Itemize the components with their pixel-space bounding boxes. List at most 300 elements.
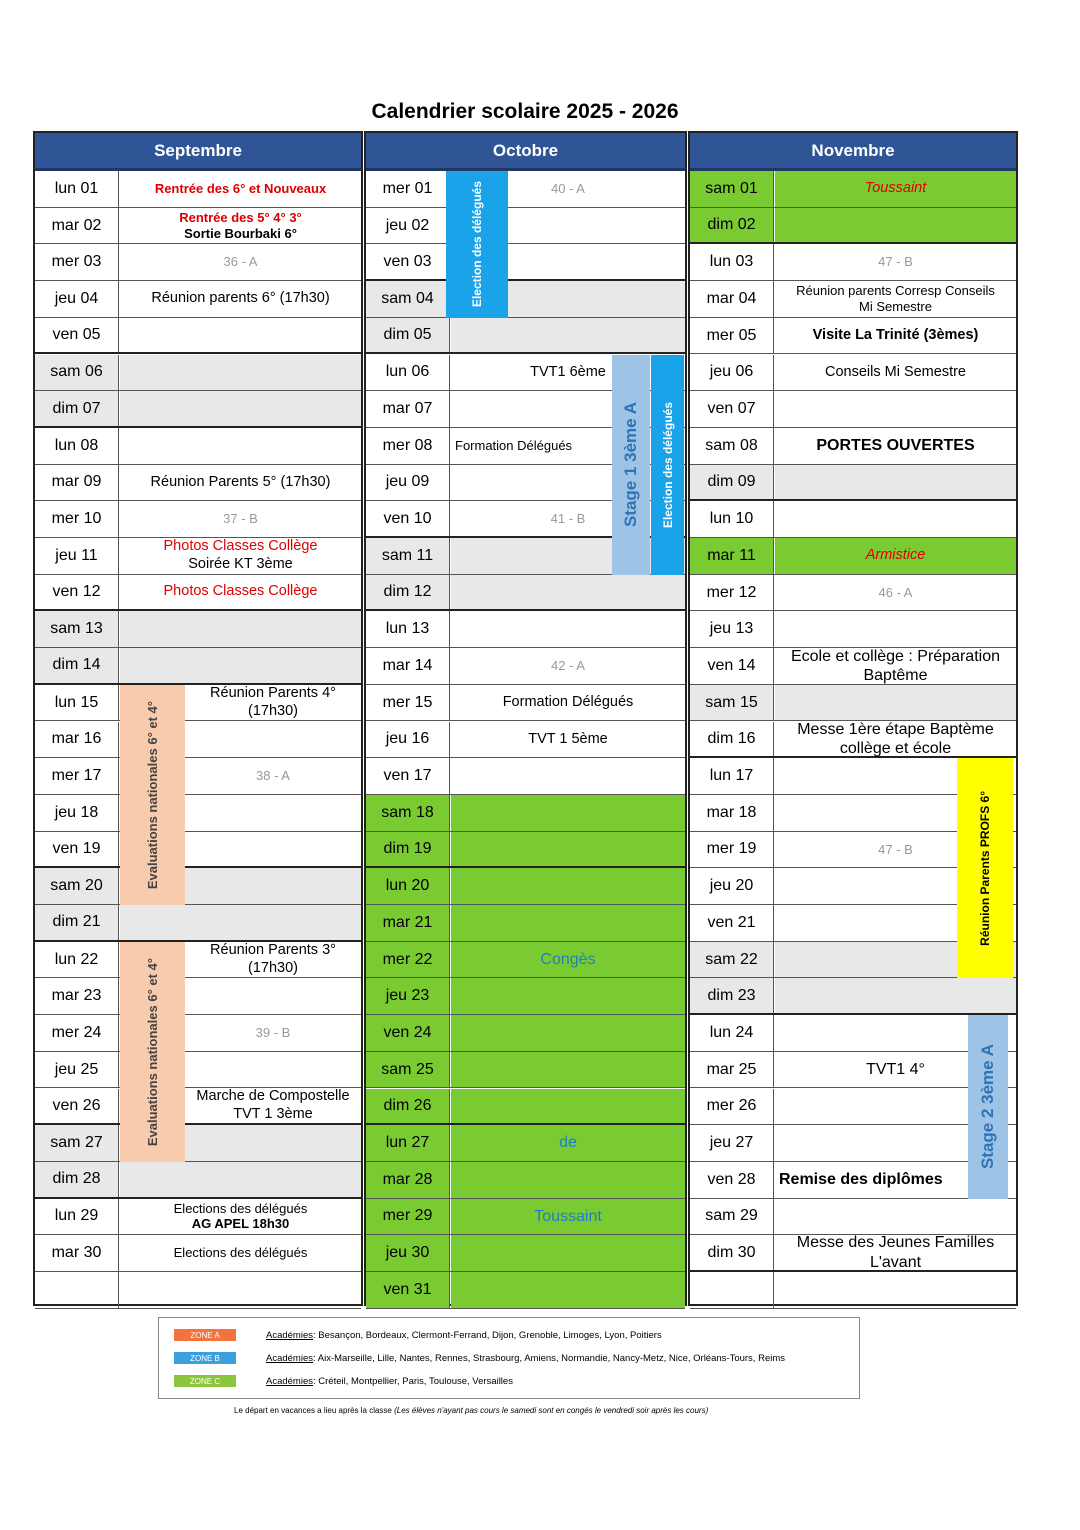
day-label: sam 04 [366, 281, 450, 317]
day-row [35, 758, 361, 795]
day-label: mer 29 [366, 1199, 450, 1235]
day-label: jeu 04 [35, 281, 119, 317]
day-event [775, 1199, 1016, 1235]
day-label: dim 19 [366, 832, 450, 867]
event-text: (17h30) [248, 959, 298, 976]
legend-label: Académies [266, 1352, 313, 1364]
event-text: Elections des délégués [173, 1245, 308, 1261]
day-event [451, 1235, 685, 1271]
day-label: sam 29 [690, 1199, 774, 1235]
day-label: mer 12 [690, 575, 774, 611]
day-event [451, 318, 685, 353]
legend-row [174, 1374, 513, 1388]
event-text: Marche de Compostelle [196, 1088, 350, 1105]
day-label: dim 28 [35, 1162, 119, 1197]
event-text: TVT1 6ème [530, 363, 606, 380]
day-label: ven 28 [690, 1162, 774, 1198]
day-label: dim 07 [35, 391, 119, 426]
day-row [366, 575, 685, 612]
event-text: 41 - B [550, 510, 586, 526]
day-label: ven 14 [690, 648, 774, 684]
event-span-label: Evaluations nationales 6° et 4° [145, 700, 160, 889]
page-title: Calendrier scolaire 2025 - 2026 [371, 100, 679, 123]
day-event [451, 832, 685, 867]
day-row [35, 722, 361, 759]
day-label: dim 26 [366, 1089, 450, 1124]
day-label: lun 20 [366, 868, 450, 904]
footnote [234, 1406, 708, 1415]
event-text: Réunion parents 6° (17h30) [151, 290, 330, 307]
day-row [35, 208, 361, 245]
day-label: mar 28 [366, 1162, 450, 1198]
day-row [366, 208, 685, 245]
day-label: jeu 18 [35, 795, 119, 831]
day-event [120, 244, 361, 280]
day-label: dim 05 [366, 318, 450, 353]
day-row [690, 1235, 1016, 1272]
day-event [120, 318, 361, 353]
day-row [35, 905, 361, 942]
day-label: ven 07 [690, 391, 774, 427]
event-span-bar [120, 685, 185, 905]
day-row [366, 758, 685, 795]
event-text: TVT1 4° [866, 1061, 925, 1079]
day-event [120, 355, 361, 391]
event-span-label: Evaluations nationales 6° et 4° [145, 957, 160, 1146]
day-row [366, 648, 685, 685]
day-row [366, 1162, 685, 1199]
day-label: lun 13 [366, 611, 450, 647]
event-text: L'avant [869, 1253, 922, 1271]
day-event [120, 575, 361, 610]
day-label: mer 24 [35, 1015, 119, 1051]
day-label: lun 29 [35, 1199, 119, 1235]
day-row [35, 501, 361, 538]
day-label: mar 16 [35, 722, 119, 758]
event-text: 36 - A [223, 254, 258, 270]
day-row [35, 795, 361, 832]
month-septembre [33, 131, 363, 1306]
day-row [690, 208, 1016, 245]
day-event [185, 978, 361, 1014]
day-row [35, 428, 361, 465]
event-text: Visite La Trinité (3èmes) [812, 326, 979, 343]
day-label: ven 10 [366, 501, 450, 536]
day-event [120, 611, 361, 647]
day-event [775, 1235, 1016, 1270]
day-event [775, 428, 1016, 464]
day-row [35, 244, 361, 281]
day-label: sam 18 [366, 795, 450, 831]
day-event [451, 978, 685, 1014]
day-row [366, 832, 685, 869]
event-text: Réunion Parents 5° (17h30) [150, 473, 331, 490]
event-text: Rentrée des 6° et Nouveaux [154, 181, 327, 197]
day-event [451, 1015, 685, 1051]
day-label: dim 02 [690, 208, 774, 243]
event-span-bar [651, 355, 684, 575]
day-row [35, 575, 361, 612]
event-text: 37 - B [223, 511, 258, 527]
event-text: Ecole et collège : Préparation [790, 647, 1000, 665]
day-event [775, 391, 1016, 427]
day-event [185, 685, 361, 721]
day-row [690, 648, 1016, 685]
event-text: 42 - A [551, 658, 585, 674]
day-label: mar 09 [35, 465, 119, 501]
day-label: lun 06 [366, 355, 450, 391]
day-event [451, 1272, 685, 1308]
day-label: sam 06 [35, 355, 119, 391]
day-row [35, 648, 361, 685]
event-text: Photos Classes Collège [163, 538, 318, 555]
day-event [185, 832, 361, 867]
day-row [366, 1272, 685, 1309]
day-event [185, 1015, 361, 1051]
day-label: lun 27 [366, 1125, 450, 1161]
day-event [120, 1272, 361, 1308]
day-label: mar 21 [366, 905, 450, 941]
day-event [451, 685, 685, 721]
day-label: jeu 20 [690, 868, 774, 904]
day-row [366, 1089, 685, 1126]
zones-legend [158, 1317, 860, 1399]
day-row [690, 722, 1016, 759]
day-row [366, 942, 685, 979]
month-octobre [364, 131, 687, 1306]
day-label: mer 03 [35, 244, 119, 280]
day-event [120, 281, 361, 317]
day-event [451, 575, 685, 610]
day-row [35, 391, 361, 428]
event-text: Mi Semestre [859, 298, 932, 314]
day-event [775, 648, 1016, 684]
day-label: ven 26 [35, 1089, 119, 1124]
day-label: jeu 25 [35, 1052, 119, 1088]
day-row [366, 1052, 685, 1089]
month-header: Novembre [690, 133, 1016, 171]
day-row [35, 1089, 361, 1126]
day-label: lun 17 [690, 758, 774, 794]
day-row [366, 244, 685, 281]
day-event [451, 1162, 685, 1198]
event-text: 38 - A [256, 768, 290, 784]
day-event [185, 795, 361, 831]
footnote-main: Le départ en vacances a lieu après la classe [234, 1406, 395, 1415]
day-row [690, 1272, 1016, 1309]
day-label: sam 15 [690, 685, 774, 721]
day-row [35, 832, 361, 869]
day-event [775, 208, 1016, 243]
day-event [120, 538, 361, 574]
day-label: jeu 11 [35, 538, 119, 574]
day-event [451, 1089, 685, 1124]
event-text: Conseils Mi Semestre [824, 363, 966, 380]
day-row [690, 575, 1016, 612]
day-label: mer 10 [35, 501, 119, 537]
day-label: mar 30 [35, 1235, 119, 1271]
day-label: sam 22 [690, 942, 774, 978]
day-event [451, 648, 685, 684]
day-label: mar 14 [366, 648, 450, 684]
day-row [690, 978, 1016, 1015]
day-event [775, 171, 1016, 207]
day-event [775, 1272, 1016, 1308]
day-row [366, 611, 685, 648]
day-event [775, 722, 1016, 757]
legend-row [174, 1351, 785, 1365]
event-text: Toussaint [864, 180, 927, 197]
day-row [690, 355, 1016, 392]
day-event [185, 758, 361, 794]
event-text: 46 - A [878, 584, 913, 600]
day-row [35, 318, 361, 355]
day-row [690, 281, 1016, 318]
day-label: mar 11 [690, 538, 774, 574]
day-label: sam 25 [366, 1052, 450, 1088]
footnote-detail: (Les élèves n'ayant pas cours le samedi sont en congés le vendredi soir après les cours) [394, 1406, 709, 1415]
day-label: jeu 23 [366, 978, 450, 1014]
event-span-bar [968, 1015, 1008, 1199]
day-label: ven 31 [366, 1272, 450, 1308]
day-row [35, 1235, 361, 1272]
day-row [690, 538, 1016, 575]
day-label: sam 20 [35, 868, 119, 904]
day-event [120, 905, 361, 940]
day-label: jeu 09 [366, 465, 450, 501]
day-row [35, 942, 361, 979]
day-row [35, 1125, 361, 1162]
day-event [120, 648, 361, 683]
day-event [451, 905, 685, 941]
event-text: de [559, 1134, 577, 1152]
event-text: PORTES OUVERTES [816, 437, 975, 455]
day-label: dim 14 [35, 648, 119, 683]
day-label: jeu 02 [366, 208, 450, 244]
day-row [35, 685, 361, 722]
month-header: Septembre [35, 133, 361, 171]
event-text: 40 - A [551, 181, 585, 197]
event-text: collège et école [839, 739, 952, 757]
day-row [366, 281, 685, 318]
day-label: ven 03 [366, 244, 450, 279]
event-text: Remise des diplômes [779, 1171, 943, 1189]
day-event [120, 465, 361, 501]
day-label: mer 08 [366, 428, 450, 464]
day-row [35, 868, 361, 905]
day-label: lun 03 [690, 244, 774, 280]
event-text: Rentrée des 5° 4° 3° [179, 209, 302, 225]
day-label: lun 22 [35, 942, 119, 978]
day-row [366, 868, 685, 905]
event-span-bar [446, 171, 508, 318]
day-label: lun 24 [690, 1015, 774, 1051]
event-text: Réunion Parents 4° [210, 685, 336, 702]
event-text: Armistice [865, 547, 926, 564]
day-event [775, 355, 1016, 391]
day-row [366, 318, 685, 355]
day-label: sam 27 [35, 1125, 119, 1161]
event-text: Réunion parents Corresp Conseils [796, 283, 995, 299]
day-row [690, 428, 1016, 465]
day-label: mar 25 [690, 1052, 774, 1088]
day-event [451, 1199, 685, 1235]
day-label: ven 17 [366, 758, 450, 794]
event-text: Réunion Parents 3° [210, 942, 336, 959]
day-row [35, 1162, 361, 1199]
day-label: jeu 16 [366, 722, 450, 758]
day-event [120, 171, 361, 207]
day-event [775, 501, 1016, 537]
day-event [185, 942, 361, 978]
day-label: ven 19 [35, 832, 119, 867]
day-label: ven 05 [35, 318, 119, 353]
day-label: lun 15 [35, 685, 119, 721]
day-row [366, 795, 685, 832]
day-label: mar 07 [366, 391, 450, 427]
day-row [35, 281, 361, 318]
day-row [366, 1125, 685, 1162]
day-event [775, 465, 1016, 500]
month-novembre [688, 131, 1018, 1306]
day-event [120, 1235, 361, 1271]
day-event [120, 428, 361, 464]
day-row [366, 722, 685, 759]
day-event [775, 244, 1016, 280]
day-label: mer 15 [366, 685, 450, 721]
day-row [366, 1235, 685, 1272]
event-text: Congès [540, 950, 596, 968]
day-row [35, 978, 361, 1015]
day-row [690, 1199, 1016, 1236]
day-row [690, 611, 1016, 648]
day-label: dim 23 [690, 978, 774, 1013]
day-label: sam 01 [690, 171, 774, 207]
event-span-bar [612, 355, 650, 575]
event-text: 39 - B [255, 1025, 291, 1041]
day-event [775, 575, 1016, 611]
day-event [775, 611, 1016, 647]
day-event [451, 795, 685, 831]
day-event [451, 1125, 685, 1161]
event-span-label: Réunion Parents PROFS 6° [978, 790, 992, 946]
legend-text: : Besançon, Bordeaux, Clermont-Ferrand, Dijon, Grenoble, Limoges, Lyon, Poitiers [313, 1329, 662, 1341]
legend-label: Académies [266, 1375, 313, 1387]
day-label: dim 16 [690, 722, 774, 757]
event-span-bar [120, 942, 185, 1162]
day-row [35, 355, 361, 392]
day-event [451, 942, 685, 978]
day-label: lun 01 [35, 171, 119, 207]
day-row [35, 465, 361, 502]
event-text: 47 - B [878, 254, 913, 270]
day-label: dim 09 [690, 465, 774, 500]
zone-swatch: ZONE A [174, 1329, 236, 1341]
day-row [690, 171, 1016, 208]
day-label: sam 08 [690, 428, 774, 464]
day-event [775, 281, 1016, 317]
day-row [35, 1199, 361, 1236]
day-label: sam 11 [366, 538, 450, 574]
event-text: Photos Classes Collège [163, 583, 318, 600]
day-row [690, 391, 1016, 428]
event-text: Messe 1ère étape Baptème [797, 720, 994, 738]
day-event [775, 978, 1016, 1013]
day-row [35, 171, 361, 208]
day-label: mar 23 [35, 978, 119, 1014]
event-text: TVT 1 3ème [233, 1105, 313, 1122]
day-row [366, 1199, 685, 1236]
day-event [120, 391, 361, 426]
event-text: TVT 1 5ème [528, 730, 608, 747]
day-label: mar 04 [690, 281, 774, 317]
day-row [690, 685, 1016, 722]
event-span-label: Stage 2 3ème A [978, 1044, 997, 1170]
zone-swatch: ZONE B [174, 1352, 236, 1364]
legend-text: : Aix-Marseille, Lille, Nantes, Rennes, Strasbourg, Amiens, Normandie, Nancy-Metz, Nice, Orléans-Tours, Reims [313, 1352, 786, 1364]
day-event [185, 1052, 361, 1088]
legend-label: Académies [266, 1329, 313, 1341]
day-label: dim 12 [366, 575, 450, 610]
day-label: ven 12 [35, 575, 119, 610]
event-text: Formation Délégués [502, 693, 634, 710]
event-text: Soirée KT 3ème [188, 555, 293, 572]
day-label: mer 22 [366, 942, 450, 978]
event-text: Toussaint [534, 1207, 602, 1225]
event-text: 47 - B [878, 841, 913, 857]
day-label: mer 17 [35, 758, 119, 794]
day-label: lun 08 [35, 428, 119, 464]
day-event [185, 1089, 361, 1124]
day-event [120, 1162, 361, 1197]
day-event [775, 318, 1016, 354]
day-row [35, 1015, 361, 1052]
zone-swatch: ZONE C [174, 1375, 236, 1387]
day-label: mar 02 [35, 208, 119, 244]
event-span-label: Stage 1 3ème A [621, 402, 640, 528]
day-label: ven 24 [366, 1015, 450, 1051]
month-header: Octobre [366, 133, 685, 171]
event-text: Messe des Jeunes Familles [796, 1234, 995, 1252]
day-label: sam 13 [35, 611, 119, 647]
event-span-label: Election des délégués [470, 181, 484, 308]
day-label: mer 26 [690, 1089, 774, 1125]
day-event [451, 1052, 685, 1088]
event-span-bar [957, 758, 1013, 978]
day-label: mer 05 [690, 318, 774, 354]
day-event [775, 538, 1016, 574]
event-text: Formation Délégués [455, 437, 573, 453]
day-row [35, 1272, 361, 1309]
day-label: jeu 06 [690, 355, 774, 391]
event-text: AG APEL 18h30 [191, 1216, 290, 1232]
day-row [690, 501, 1016, 538]
day-row [366, 905, 685, 942]
day-event [120, 1199, 361, 1235]
day-event [451, 758, 685, 794]
day-label: dim 21 [35, 905, 119, 940]
day-row [35, 1052, 361, 1089]
day-row [35, 538, 361, 575]
day-event [120, 208, 361, 244]
event-text: Baptême [863, 666, 928, 684]
event-span-label: Election des délégués [660, 401, 675, 528]
day-event [775, 685, 1016, 721]
day-row [366, 171, 685, 208]
day-row [366, 978, 685, 1015]
day-event [185, 722, 361, 758]
day-label: mer 19 [690, 832, 774, 868]
